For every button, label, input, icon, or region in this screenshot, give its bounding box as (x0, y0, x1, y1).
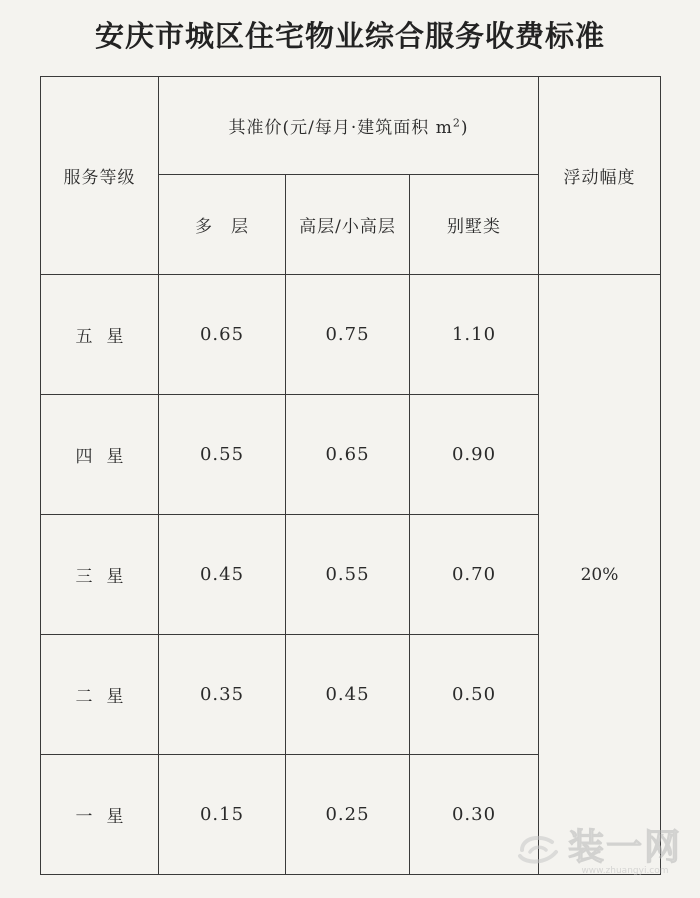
price-cell: 0.65 (159, 275, 286, 395)
base-price-header: 其准价(元/每月·建筑面积 $m^2$) (159, 77, 539, 175)
watermark-text: 装一网 (567, 827, 682, 868)
price-cell: 0.65 (286, 395, 410, 515)
price-cell: 0.55 (286, 515, 410, 635)
price-cell: 0.45 (286, 635, 410, 755)
price-cell: 0.50 (410, 635, 539, 755)
grade-cell: 五星 (41, 275, 159, 395)
grade-cell: 三星 (41, 515, 159, 635)
grade-cell: 一星 (41, 755, 159, 875)
price-cell: 0.70 (410, 515, 539, 635)
grade-cell: 二星 (41, 635, 159, 755)
watermark-logo-icon (516, 830, 562, 866)
table-row (41, 275, 661, 395)
grade-cell: 四星 (41, 395, 159, 515)
col-header-multi-storey: 多 层 (159, 175, 286, 275)
fee-table (40, 76, 661, 875)
grade-header: 服务等级 (41, 77, 159, 275)
price-cell: 0.35 (159, 635, 286, 755)
price-cell: 0.15 (159, 755, 286, 875)
price-cell: 0.75 (286, 275, 410, 395)
watermark-url: www.zhuangyi.com (581, 866, 669, 876)
page-title: 安庆市城区住宅物业综合服务收费标准 (94, 19, 605, 53)
price-cell: 0.45 (159, 515, 286, 635)
float-range-header: 浮动幅度 (539, 77, 661, 275)
watermark (516, 819, 682, 876)
float-range-value: 20% (539, 275, 661, 875)
col-header-villa: 别墅类 (410, 175, 539, 275)
price-cell: 0.90 (410, 395, 539, 515)
price-cell: 0.25 (286, 755, 410, 875)
price-cell: 1.10 (410, 275, 539, 395)
price-cell: 0.30 (410, 755, 539, 875)
col-header-high-rise: 高层/小高层 (286, 175, 410, 275)
price-cell: 0.55 (159, 395, 286, 515)
